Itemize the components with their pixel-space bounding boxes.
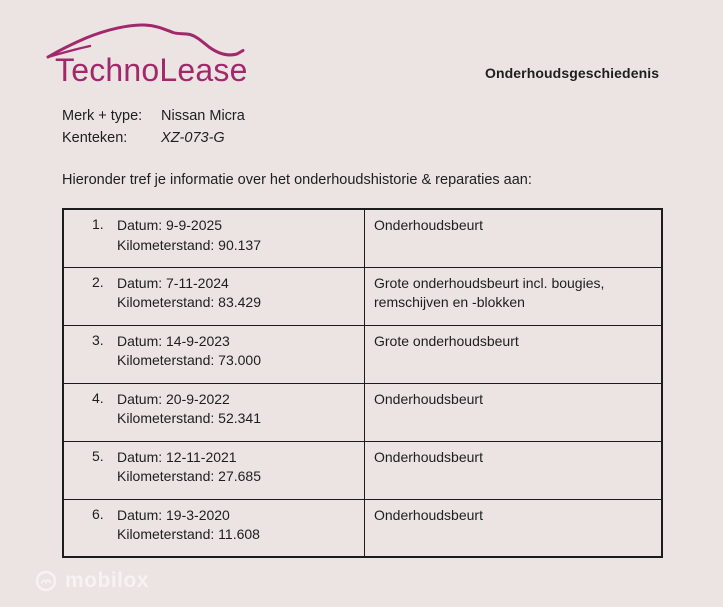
- description-cell: [365, 441, 663, 499]
- description-text: Onderhoudsbeurt: [374, 390, 483, 407]
- vehicle-brand-row: [62, 106, 245, 128]
- mobilox-watermark: [35, 570, 149, 592]
- date-line: Datum: 14-9-2023: [117, 332, 230, 349]
- page-title: Onderhoudsgeschiedenis: [485, 65, 660, 81]
- mobilox-circle-icon: [35, 570, 57, 592]
- km-line: Kilometerstand: 11.608: [117, 526, 260, 542]
- table-row: [63, 383, 662, 441]
- km-line: Kilometerstand: 83.429: [117, 294, 261, 310]
- date-km-cell: [63, 383, 365, 441]
- description-cell: [365, 209, 663, 267]
- table-row: [63, 499, 662, 557]
- date-km-cell: [63, 325, 365, 383]
- description-text: Onderhoudsbeurt: [374, 448, 483, 465]
- row-number: 2.: [92, 273, 104, 290]
- plate-value: XZ-073-G: [161, 129, 225, 146]
- brand-label: Merk + type:: [62, 108, 143, 124]
- description-cell: [365, 325, 663, 383]
- row-number: 5.: [92, 447, 104, 464]
- row-number: 3.: [92, 331, 104, 348]
- description-text: Grote onderhoudsbeurt incl. bougies, remschijven en -blokken: [374, 274, 605, 310]
- date-km-cell: [63, 499, 365, 557]
- description-cell: [365, 267, 663, 325]
- km-line: Kilometerstand: 52.341: [117, 410, 261, 426]
- table-row: [63, 267, 662, 325]
- description-cell: [365, 383, 663, 441]
- km-line: Kilometerstand: 90.137: [117, 236, 261, 253]
- date-line: Datum: 7-11-2024: [117, 274, 229, 291]
- description-text: Onderhoudsbeurt: [374, 506, 483, 523]
- date-line: Datum: 9-9-2025: [117, 217, 223, 233]
- table-row: [63, 325, 662, 383]
- table-row: [63, 441, 662, 499]
- description-text: Onderhoudsbeurt: [374, 217, 483, 233]
- date-line: Datum: 12-11-2021: [117, 448, 237, 465]
- watermark-label: mobilox: [65, 569, 150, 592]
- intro-text: Hieronder tref je informatie over het onderhoudshistorie & reparaties aan:: [62, 172, 532, 188]
- brand-value: Nissan Micra: [161, 108, 245, 124]
- km-line: Kilometerstand: 27.685: [117, 468, 261, 484]
- date-km-cell: [63, 441, 365, 499]
- description-text: Grote onderhoudsbeurt: [374, 332, 519, 349]
- date-km-cell: [63, 209, 365, 267]
- row-number: 6.: [92, 505, 104, 522]
- vehicle-info: [62, 106, 245, 149]
- technolease-logo: [46, 22, 246, 87]
- date-line: Datum: 20-9-2022: [117, 390, 230, 407]
- table-row: [63, 209, 662, 267]
- logo-wordmark: TechnoLease: [55, 52, 248, 88]
- date-line: Datum: 19-3-2020: [117, 506, 230, 523]
- km-line: Kilometerstand: 73.000: [117, 352, 261, 368]
- date-km-cell: [63, 267, 365, 325]
- vehicle-plate-row: [62, 128, 245, 150]
- row-number: 4.: [92, 389, 104, 406]
- description-cell: [365, 499, 663, 557]
- plate-label: Kenteken:: [62, 129, 128, 146]
- maintenance-history-table: [62, 208, 663, 558]
- row-number: 1.: [92, 216, 104, 232]
